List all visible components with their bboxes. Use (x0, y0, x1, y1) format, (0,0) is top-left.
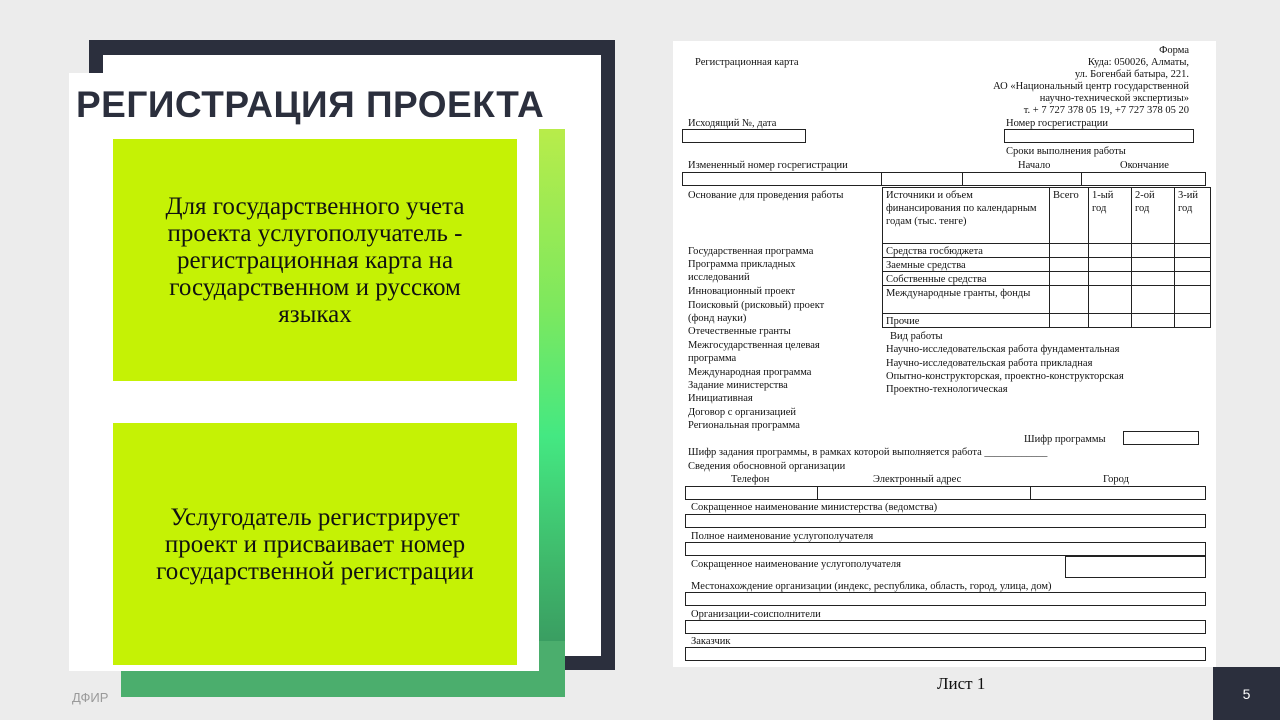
basis-item: Государственная программа (688, 246, 814, 257)
email-label: Электронный адрес (873, 474, 962, 485)
finance-cell (1049, 313, 1089, 328)
basis-item: Инициативная (688, 393, 753, 404)
phone-field (685, 486, 818, 500)
start-date-field (962, 172, 1082, 186)
work-type-item: Опытно-конструкторская, проектно-конструкторская (886, 371, 1124, 382)
recipient-full-label: Полное наименование услугополучателя (691, 531, 874, 542)
basis-header: Основание для проведения работы (688, 190, 844, 201)
program-code-field (1123, 431, 1199, 445)
finance-cell (1174, 313, 1211, 328)
finance-cell (1049, 243, 1089, 258)
city-label: Город (1103, 474, 1129, 485)
basis-item: Отечественные гранты (688, 326, 791, 337)
finance-cell (1049, 285, 1089, 314)
basis-item: Задание министерства (688, 380, 788, 391)
info-box-state-registration (113, 423, 517, 665)
page-number-text: 5 (1242, 685, 1251, 702)
info-box-1-text: Для государственного учета проекта услугополучатель - регистрационная карта на государственном и русском языках (165, 192, 465, 328)
basis-item: Программа прикладных (688, 259, 796, 270)
form-header-line: т. + 7 727 378 05 19, +7 727 378 05 20 (1023, 105, 1189, 116)
recipient-short-label: Сокращенное наименование услугополучателя (691, 559, 901, 570)
customer-label: Заказчик (691, 636, 731, 647)
registration-card-form (673, 41, 1216, 667)
finance-row-label: Международные гранты, фонды (882, 285, 1050, 314)
finance-cell (1088, 271, 1132, 286)
work-type-label: Вид работы (890, 331, 943, 342)
gos-reg-number-field (1004, 129, 1194, 143)
changed-number-field-2 (881, 172, 963, 186)
finance-cell (1174, 257, 1211, 272)
info-box-2-text: Услугодатель регистрирует проект и присваивает номер государственной регистрации (156, 503, 474, 585)
end-date-field (1081, 172, 1206, 186)
outgoing-number-label: Исходящий №, дата (688, 118, 777, 129)
basis-item: Региональная программа (688, 420, 800, 431)
finance-row-label: Прочие (882, 313, 1050, 328)
co-executors-field (685, 620, 1206, 634)
finance-cell (1088, 313, 1132, 328)
work-type-item: Научно-исследовательская работа прикладная (886, 358, 1093, 369)
finance-cell (1174, 285, 1211, 314)
basis-item: Международная программа (688, 367, 812, 378)
finance-header-source: Источники и объем финансирования по календарным годам (тыс. тенге) (882, 187, 1050, 244)
form-header-line: ул. Богенбай батыра, 221. (1074, 69, 1189, 80)
form-header-line: научно-технической экспертизы» (1039, 93, 1189, 104)
finance-header-year3: 3-ий год (1174, 187, 1211, 244)
gos-reg-number-label: Номер госрегистрации (1006, 118, 1109, 129)
work-terms-label: Сроки выполнения работы (1006, 146, 1126, 157)
finance-cell (1131, 285, 1175, 314)
finance-header-year1: 1-ый год (1088, 187, 1132, 244)
work-type-item: Проектно-технологическая (886, 384, 1008, 395)
co-executors-label: Организации-соисполнители (691, 609, 821, 620)
email-field (817, 486, 1031, 500)
work-type-item: Научно-исследовательская работа фундаментальная (886, 344, 1120, 355)
phone-label: Телефон (731, 474, 770, 485)
basis-item: Поисковый (рисковый) проект (688, 300, 825, 311)
city-field (1030, 486, 1206, 500)
form-header-line: Куда: 050026, Алматы, (1087, 57, 1189, 68)
basis-item: Инновационный проект (688, 286, 796, 297)
basis-item: исследований (688, 272, 750, 283)
end-label: Окончание (1120, 160, 1169, 171)
finance-header-year2: 2-ой год (1131, 187, 1175, 244)
finance-cell (1131, 243, 1175, 258)
sheet-label: Лист 1 (937, 674, 986, 693)
finance-cell (1174, 243, 1211, 258)
finance-cell (1088, 257, 1132, 272)
finance-cell (1049, 257, 1089, 272)
finance-cell (1174, 271, 1211, 286)
basis-item: (фонд науки) (688, 313, 747, 324)
outgoing-number-field (682, 129, 806, 143)
basis-item: программа (688, 353, 737, 364)
finance-row-label: Заемные средства (882, 257, 1050, 272)
customer-field (685, 647, 1206, 661)
form-title: Регистрационная карта (695, 57, 799, 68)
basis-item: Межгосударственная целевая (688, 340, 820, 351)
changed-number-field (682, 172, 882, 186)
finance-header-total: Всего (1049, 187, 1089, 244)
finance-cell (1049, 271, 1089, 286)
recipient-short-field (1065, 556, 1206, 578)
gradient-accent-bar (537, 129, 565, 641)
form-header-line: Форма (1159, 45, 1189, 56)
ministry-short-field (685, 514, 1206, 528)
info-box-registration-card (113, 139, 517, 381)
finance-cell (1131, 257, 1175, 272)
slide-title: РЕГИСТРАЦИЯ ПРОЕКТА (76, 84, 545, 125)
finance-row-label: Средства госбюджета (882, 243, 1050, 258)
finance-cell (1088, 285, 1132, 314)
basis-item: Договор с организацией (688, 407, 797, 418)
footer-organization: ДФИР (72, 690, 109, 705)
location-label: Местонахождение организации (индекс, республика, область, город, улица, дом) (691, 581, 1052, 592)
finance-row-label: Собственные средства (882, 271, 1050, 286)
page-number (1213, 667, 1280, 720)
org-info-label: Сведения обосновной организации (688, 461, 846, 472)
ministry-short-label: Сокращенное наименование министерства (ведомства) (691, 502, 938, 513)
start-label: Начало (1018, 160, 1051, 171)
form-header-line: АО «Национальный центр государственной (993, 81, 1189, 92)
task-code-label: Шифр задания программы, в рамках которой выполняется работа ____________ (688, 447, 1048, 458)
recipient-full-field (685, 542, 1206, 556)
finance-cell (1131, 271, 1175, 286)
changed-number-label: Измененный номер госрегистрации (688, 160, 848, 171)
finance-cell (1088, 243, 1132, 258)
location-field (685, 592, 1206, 606)
program-code-label: Шифр программы (1024, 434, 1106, 445)
finance-cell (1131, 313, 1175, 328)
